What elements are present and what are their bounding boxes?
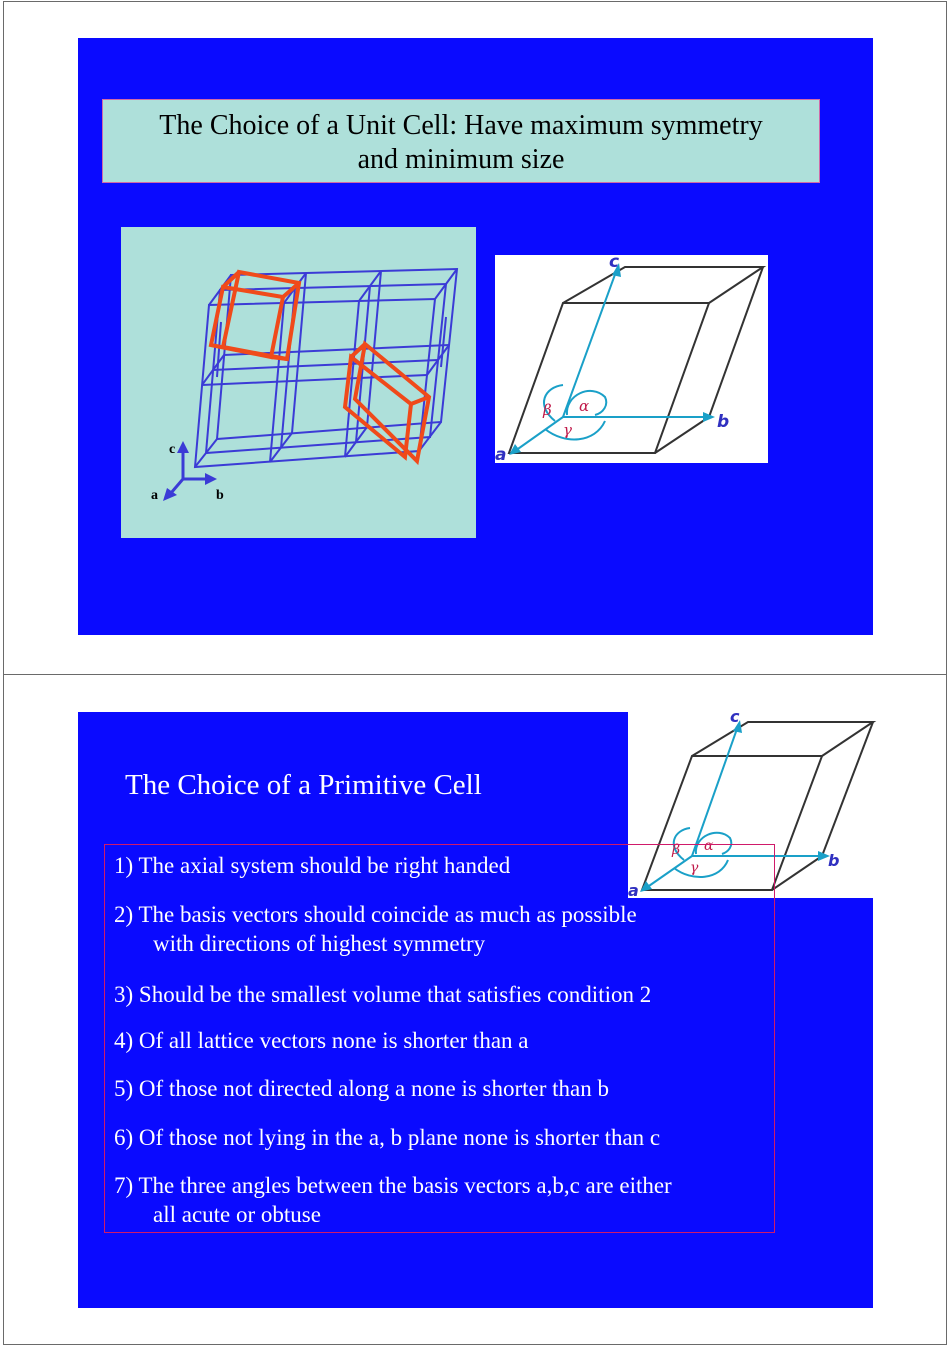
rule-7-text: 7) The three angles between the basis vectors a,b,c are either bbox=[114, 1173, 672, 1198]
slide2-title: The Choice of a Primitive Cell bbox=[125, 769, 482, 801]
slide1-title-line1: The Choice of a Unit Cell: Have maximum symmetry bbox=[159, 110, 763, 141]
lattice-svg bbox=[121, 227, 476, 538]
rule-1-text: 1) The axial system should be right handed bbox=[114, 853, 511, 878]
cell-svg-1 bbox=[495, 252, 768, 465]
lattice-axis-c-label: c bbox=[169, 442, 176, 457]
rule-2 bbox=[114, 900, 637, 958]
cell-axis-a-label: a bbox=[495, 445, 507, 465]
rule-2-text: 2) The basis vectors should coincide as much as possible bbox=[114, 902, 637, 927]
lattice-figure bbox=[121, 227, 476, 538]
rule-2-text-cont: with directions of highest symmetry bbox=[153, 931, 486, 956]
primitive-cell-top bbox=[223, 272, 299, 359]
rule-7 bbox=[114, 1171, 672, 1229]
angle2-beta-label: β bbox=[672, 842, 681, 858]
cell2-axis-a-label: a bbox=[628, 881, 639, 900]
rule-3 bbox=[114, 980, 651, 1009]
rule-5-text: 5) Of those not directed along a none is shorter than b bbox=[114, 1076, 610, 1101]
rule-1 bbox=[114, 851, 510, 880]
rule-3-text: 3) Should be the smallest volume that satisfies condition 2 bbox=[114, 982, 652, 1007]
cell-axis-b-label: b bbox=[717, 412, 730, 432]
lattice-axis-b-label: b bbox=[216, 488, 224, 503]
rule-5 bbox=[114, 1074, 609, 1103]
slide1-title bbox=[102, 99, 820, 183]
angle-beta-label: β bbox=[543, 401, 552, 419]
rule-7-text-cont: all acute or obtuse bbox=[153, 1202, 321, 1227]
cell-parameters-figure bbox=[495, 252, 768, 465]
cell-axis-c-label: c bbox=[609, 252, 620, 272]
cell2-axis-b-label: b bbox=[828, 851, 840, 870]
angle2-alpha-label: α bbox=[704, 838, 714, 854]
rule-4-text: 4) Of all lattice vectors none is shorter than a bbox=[114, 1028, 529, 1053]
slide1-title-line2: and minimum size bbox=[357, 144, 565, 175]
basis-vectors bbox=[509, 263, 715, 455]
page-divider bbox=[3, 674, 947, 675]
primitive-cell-top-back bbox=[211, 287, 283, 357]
angle2-gamma-label: γ bbox=[690, 860, 699, 876]
lattice-axis-a-label: a bbox=[151, 488, 158, 503]
rule-4 bbox=[114, 1026, 529, 1055]
rule-6 bbox=[114, 1123, 660, 1152]
angle-alpha-label: α bbox=[579, 397, 590, 415]
angle-gamma-label: γ bbox=[563, 421, 572, 439]
rule-6-text: 6) Of those not lying in the a, b plane none is shorter than c bbox=[114, 1125, 661, 1150]
cell2-axis-c-label: c bbox=[730, 707, 740, 726]
axis-a-arrow bbox=[171, 479, 183, 493]
